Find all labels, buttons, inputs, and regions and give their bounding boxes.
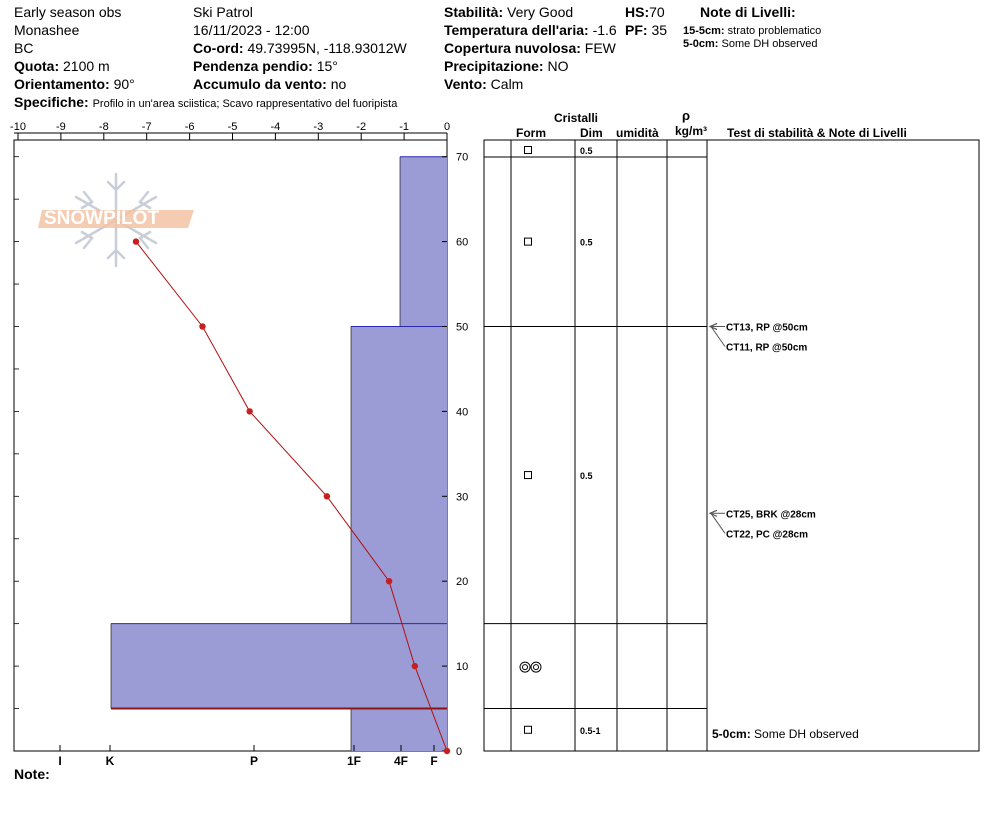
stability-test-label: CT22, PC @28cm [726,529,809,541]
crystals-header: Cristalli [554,111,599,125]
hardness-layer [351,709,447,751]
coordinates: Co-ord: 49.73995N, -118.93012W [193,40,407,56]
height-tick-label: 30 [456,491,469,504]
bottom-layer-note: 5-0cm: Some DH observed [712,727,859,741]
sky-cover: Copertura nuvolosa: FEW [444,40,616,56]
observer: Ski Patrol [193,4,253,20]
temp-tick-label: 0 [443,121,451,133]
tests-header: Test di stabilità & Note di Livelli [727,126,907,140]
temp-tick-label: -3 [313,121,324,133]
form-header: Form [516,126,546,140]
height-tick-label: 50 [456,321,469,334]
layer-note-2: 5-0cm: Some DH observed [683,38,818,50]
form-circle-icon [523,665,528,670]
elevation: Quota: 2100 m [14,58,110,74]
height-tick-label: 0 [456,746,463,758]
temp-tick-label: -1 [399,121,409,133]
logo-text: SNOWPILOT [44,208,160,229]
layer-table-frame [484,140,979,751]
height-tick-label: 60 [456,236,469,249]
temp-tick-label: -4 [270,121,281,133]
obs-name: Early season obs [14,4,122,20]
stability-test-label: CT25, BRK @28cm [726,509,816,521]
density-unit: kg/m³ [675,124,708,138]
height-tick-label: 70 [456,151,469,164]
temp-tick-label: -5 [227,121,238,133]
region-name: BC [14,40,34,56]
height-tick-label: 20 [456,576,469,589]
hardness-tick-label: P [249,754,259,768]
temp-tick-label: -7 [141,121,152,133]
precipitation: Precipitazione: NO [444,58,569,74]
temp-tick-label: -8 [98,121,109,133]
bottom-note-label: Note: [14,766,50,782]
density-symbol: ρ [682,108,691,123]
form-square-icon [525,238,532,245]
hardness-layer [400,157,447,327]
aspect: Orientamento: 90° [14,76,135,92]
temperature-point [133,238,139,244]
snow-height: HS:70 [625,4,665,20]
slope-angle: Pendenza pendio: 15° [193,58,338,74]
temperature-point [412,663,418,669]
range-name: Monashee [14,22,80,38]
stability-test-label: CT13, RP @50cm [726,322,808,334]
hardness-tick-label: F [430,754,438,768]
temperature-point [246,408,252,414]
height-tick-label: 10 [456,661,469,674]
form-square-icon [525,472,532,479]
hardness-tick-label: 4F [393,754,409,768]
form-square-icon [525,726,532,733]
temperature-point [199,323,205,329]
form-circle-icon [531,662,541,672]
wetness-header: umidità [616,126,659,140]
layer-note-1: 15-5cm: strato problematico [683,25,822,37]
dim-value: 0.5 [580,146,593,156]
foot-penetration: PF: 35 [625,22,668,38]
temperature-point [324,493,330,499]
dim-header: Dim [580,126,603,140]
hardness-tick-label: 1F [346,754,362,768]
dim-value: 0.5-1 [580,725,601,736]
dim-value: 0.5 [580,471,593,482]
hardness-layer [111,624,447,709]
height-tick-label: 40 [456,406,469,419]
hardness-tick-label: K [105,754,115,768]
date-time: 16/11/2023 - 12:00 [193,22,310,38]
wind-loading: Accumulo da vento: no [193,76,347,92]
temp-tick-label: -9 [56,121,66,133]
temp-tick-label: -10 [10,121,26,133]
temperature-point [444,748,450,754]
hardness-tick-label: I [58,754,62,768]
stability: Stabilità: Very Good [444,4,574,20]
wind: Vento: Calm [444,76,524,92]
layer-notes-title: Note di Livelli: [700,4,796,20]
air-temperature: Temperatura dell'aria: -1.6 [444,22,617,38]
form-square-icon [525,147,532,154]
test-arrow [711,327,725,347]
form-circle-icon [520,662,530,672]
test-arrow [711,513,725,533]
stability-test-label: CT11, RP @50cm [726,342,808,354]
temperature-point [386,578,392,584]
dim-value: 0.5 [580,237,593,248]
hardness-layer [351,327,447,624]
form-circle-icon [534,665,539,670]
temp-tick-label: -6 [184,121,195,133]
temp-tick-label: -2 [356,121,367,133]
specifics: Specifiche: Profilo in un'area sciistica; Scavo rappresentativo del fuoripista [14,94,398,110]
